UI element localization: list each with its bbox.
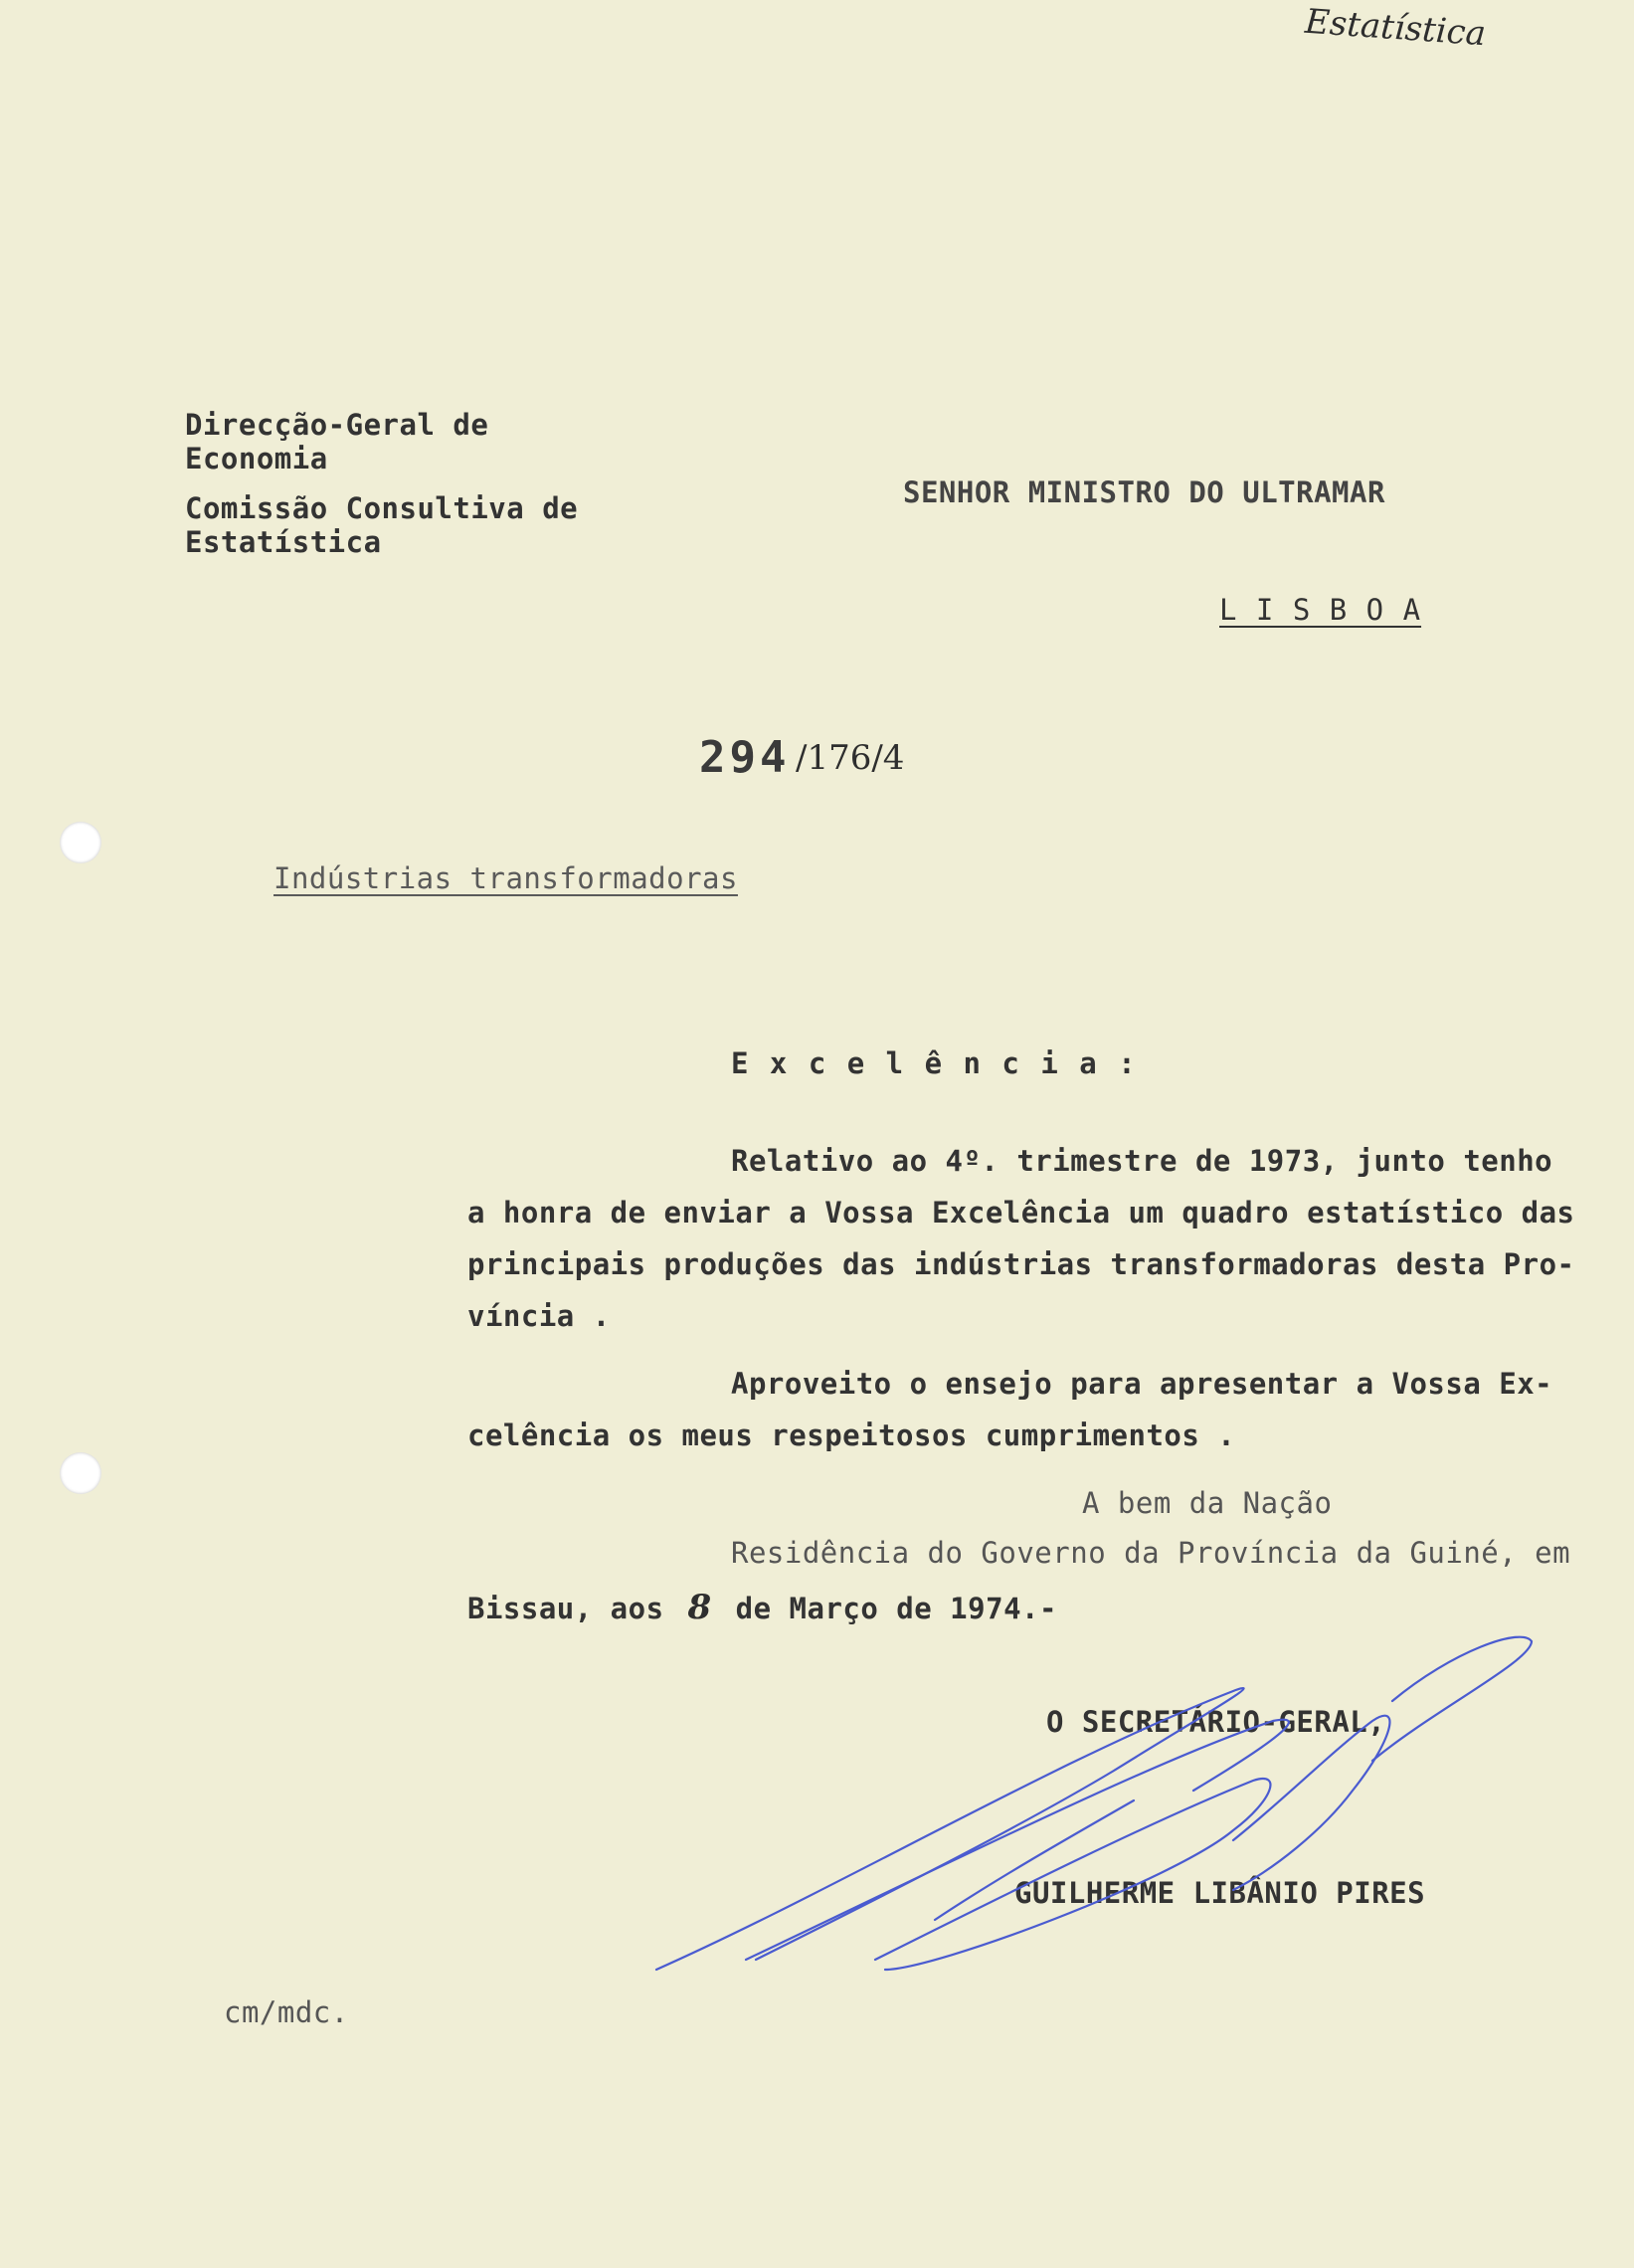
sender-line-2: Economia: [185, 442, 328, 475]
sender-line-3: Comissão Consultiva de: [185, 491, 579, 525]
recipient-city: L I S B O A: [1219, 593, 1422, 627]
body-p2-line1: Aproveito o ensejo para apresentar a Vossa Ex-: [731, 1367, 1553, 1401]
closing-day-handwritten: 8: [687, 1588, 712, 1627]
body-p1-line2: a honra de enviar a Vossa Excelência um quadro estatístico das: [467, 1196, 1575, 1229]
reference-code: /176/4: [796, 738, 905, 778]
signatory-title: O SECRETÁRIO-GERAL,: [1046, 1705, 1386, 1739]
subject-line: Indústrias transformadoras: [273, 861, 738, 895]
closing-place-line1: Residência do Governo da Província da Guiné, em: [731, 1536, 1571, 1570]
sender-line-4: Estatística: [185, 525, 382, 559]
body-p1-line3: principais produções das indústrias transformadoras desta Pro-: [467, 1247, 1575, 1281]
body-p1-line1: Relativo ao 4º. trimestre de 1973, junto tenho: [731, 1144, 1553, 1178]
body-p2-line2: celência os meus respeitosos cumprimentos .: [467, 1418, 1236, 1452]
typist-initials: cm/mdc.: [224, 1995, 349, 2029]
handwritten-signature: [636, 1631, 1551, 1989]
sender-line-1: Direcção-Geral de: [185, 408, 489, 442]
closing-place-suffix: de Março de 1974.-: [735, 1592, 1057, 1625]
salutation: E x c e l ê n c i a :: [731, 1046, 1138, 1080]
reference-number: 294: [699, 732, 791, 783]
closing-place-prefix: Bissau, aos: [467, 1592, 664, 1625]
body-p1-line4: víncia .: [467, 1299, 611, 1333]
punch-hole-top: [60, 822, 101, 863]
punch-hole-bottom: [60, 1452, 101, 1494]
closing-motto: A bem da Nação: [1082, 1486, 1333, 1520]
recipient-name: SENHOR MINISTRO DO ULTRAMAR: [903, 475, 1385, 509]
signatory-name: GUILHERME LIBÂNIO PIRES: [1014, 1876, 1426, 1910]
closing-place-line2: [467, 1588, 1057, 1627]
handwritten-annotation: Estatística: [1303, 1, 1488, 55]
